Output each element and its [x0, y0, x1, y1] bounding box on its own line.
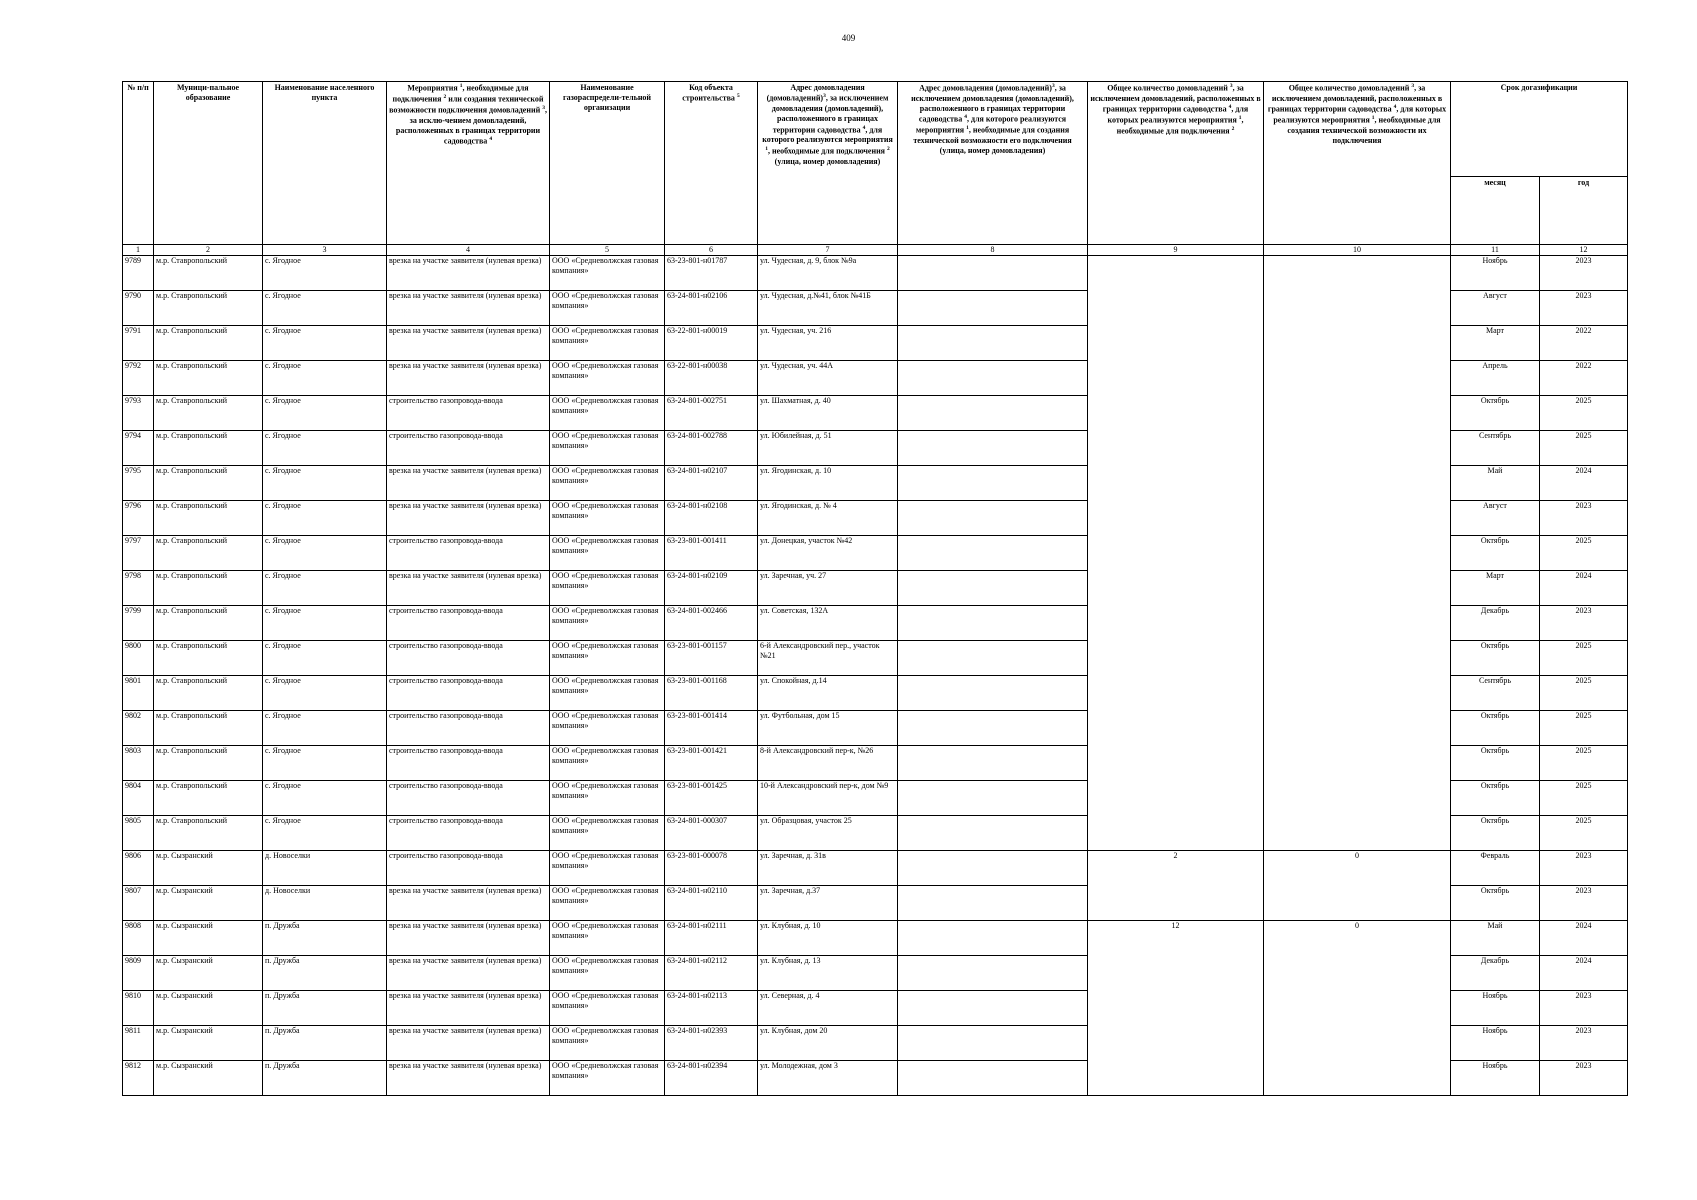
- technical-address-cell: [898, 816, 1088, 851]
- total-connection-cell: 12: [1088, 921, 1264, 1096]
- address-cell: 6-й Александровский пер., участок №21: [758, 641, 898, 676]
- event-cell: строительство газопровода-ввода: [387, 676, 550, 711]
- event-cell: строительство газопровода-ввода: [387, 396, 550, 431]
- settlement-cell: д. Новоселки: [263, 886, 387, 921]
- month-cell: Ноябрь: [1451, 256, 1540, 291]
- municipality-cell: м.р. Ставропольский: [154, 606, 263, 641]
- row-number: 9800: [123, 641, 154, 676]
- technical-address-cell: [898, 641, 1088, 676]
- organization-cell: ООО «Средневолжская газовая компания»: [550, 466, 665, 501]
- event-cell: врезка на участке заявителя (нулевая врезка): [387, 956, 550, 991]
- header-settlement: Наименование населенного пункта: [263, 82, 387, 245]
- address-cell: ул. Чудесная, д.№41, блок №41Б: [758, 291, 898, 326]
- municipality-cell: м.р. Ставропольский: [154, 816, 263, 851]
- month-cell: Сентябрь: [1451, 431, 1540, 466]
- organization-cell: ООО «Средневолжская газовая компания»: [550, 886, 665, 921]
- municipality-cell: м.р. Ставропольский: [154, 641, 263, 676]
- column-number: 5: [550, 245, 665, 256]
- header-gas-organization: Наименование газораспредели-тельной организации: [550, 82, 665, 245]
- table-row: [123, 921, 1628, 956]
- settlement-cell: с. Ягодное: [263, 676, 387, 711]
- year-cell: 2023: [1540, 886, 1628, 921]
- settlement-cell: с. Ягодное: [263, 641, 387, 676]
- technical-address-cell: [898, 921, 1088, 956]
- settlement-cell: с. Ягодное: [263, 466, 387, 501]
- event-cell: врезка на участке заявителя (нулевая врезка): [387, 1061, 550, 1096]
- technical-address-cell: [898, 361, 1088, 396]
- object-code-cell: 63-24-801-н02108: [665, 501, 758, 536]
- address-cell: 8-й Александровский пер-к, №26: [758, 746, 898, 781]
- footnote-mark: 1: [459, 83, 463, 89]
- technical-address-cell: [898, 256, 1088, 291]
- footnote-mark: 2: [443, 93, 447, 100]
- column-number: 11: [1451, 245, 1540, 256]
- organization-cell: ООО «Средневолжская газовая компания»: [550, 641, 665, 676]
- settlement-cell: с. Ягодное: [263, 256, 387, 291]
- municipality-cell: м.р. Ставропольский: [154, 326, 263, 361]
- municipality-cell: м.р. Ставропольский: [154, 256, 263, 291]
- object-code-cell: 63-22-801-н00019: [665, 326, 758, 361]
- settlement-cell: с. Ягодное: [263, 501, 387, 536]
- event-cell: строительство газопровода-ввода: [387, 536, 550, 571]
- year-cell: 2024: [1540, 466, 1628, 501]
- object-code-cell: 63-23-801-001411: [665, 536, 758, 571]
- organization-cell: ООО «Средневолжская газовая компания»: [550, 606, 665, 641]
- object-code-cell: 63-23-801-001157: [665, 641, 758, 676]
- municipality-cell: м.р. Сызранский: [154, 991, 263, 1026]
- organization-cell: ООО «Средневолжская газовая компания»: [550, 991, 665, 1026]
- column-number: 4: [387, 245, 550, 256]
- row-number: 9794: [123, 431, 154, 466]
- municipality-cell: м.р. Ставропольский: [154, 396, 263, 431]
- organization-cell: ООО «Средневолжская газовая компания»: [550, 501, 665, 536]
- column-number: 7: [758, 245, 898, 256]
- event-cell: строительство газопровода-ввода: [387, 431, 550, 466]
- row-number: 9792: [123, 361, 154, 396]
- settlement-cell: с. Ягодное: [263, 711, 387, 746]
- technical-address-cell: [898, 886, 1088, 921]
- settlement-cell: с. Ягодное: [263, 536, 387, 571]
- year-cell: 2024: [1540, 571, 1628, 606]
- month-cell: Май: [1451, 466, 1540, 501]
- organization-cell: ООО «Средневолжская газовая компания»: [550, 711, 665, 746]
- object-code-cell: 63-24-801-н02110: [665, 886, 758, 921]
- column-number: 1: [123, 245, 154, 256]
- year-cell: 2023: [1540, 1061, 1628, 1096]
- address-cell: ул. Шахматная, д. 40: [758, 396, 898, 431]
- technical-address-cell: [898, 291, 1088, 326]
- header-total-technical: Общее количество домовладений $^3$, за исключением домовладений, расположенных в границах территории садоводства $^4$, для которых реализуются мероприятия $^1$, необходимые для создания технической возможности их подключения: [1264, 82, 1451, 245]
- object-code-cell: 63-23-801-000078: [665, 851, 758, 886]
- header-year: год: [1540, 177, 1628, 245]
- year-cell: 2023: [1540, 256, 1628, 291]
- address-cell: ул. Чудесная, уч. 44А: [758, 361, 898, 396]
- municipality-cell: м.р. Сызранский: [154, 851, 263, 886]
- settlement-cell: п. Дружба: [263, 921, 387, 956]
- year-cell: 2023: [1540, 501, 1628, 536]
- object-code-cell: 63-24-801-н02111: [665, 921, 758, 956]
- address-cell: ул. Заречная, д.37: [758, 886, 898, 921]
- event-cell: строительство газопровода-ввода: [387, 816, 550, 851]
- row-number: 9799: [123, 606, 154, 641]
- organization-cell: ООО «Средневолжская газовая компания»: [550, 361, 665, 396]
- month-cell: Октябрь: [1451, 711, 1540, 746]
- organization-cell: ООО «Средневолжская газовая компания»: [550, 851, 665, 886]
- year-cell: 2025: [1540, 431, 1628, 466]
- object-code-cell: 63-24-801-000307: [665, 816, 758, 851]
- row-number: 9796: [123, 501, 154, 536]
- total-technical-cell: 0: [1264, 921, 1451, 1096]
- address-cell: ул. Юбилейная, д. 51: [758, 431, 898, 466]
- total-connection-cell: 2: [1088, 851, 1264, 921]
- address-cell: ул. Клубная, дом 20: [758, 1026, 898, 1061]
- event-cell: строительство газопровода-ввода: [387, 851, 550, 886]
- address-cell: ул. Чудесная, д. 9, блок №9а: [758, 256, 898, 291]
- municipality-cell: м.р. Ставропольский: [154, 676, 263, 711]
- object-code-cell: 63-24-801-002751: [665, 396, 758, 431]
- year-cell: 2025: [1540, 746, 1628, 781]
- organization-cell: ООО «Средневолжская газовая компания»: [550, 676, 665, 711]
- object-code-cell: 63-23-801-001168: [665, 676, 758, 711]
- header-events: Мероприятия $^1$, необходимые для подключения $^2$ или создания технической возможности подключения домовладений $^3$, за исклю-чением домовладений, расположенных в границах территории садоводства $^4$: [387, 82, 550, 245]
- organization-cell: ООО «Средневолжская газовая компания»: [550, 816, 665, 851]
- month-cell: Март: [1451, 571, 1540, 606]
- footnote-mark: 3: [1411, 83, 1415, 89]
- event-cell: врезка на участке заявителя (нулевая врезка): [387, 361, 550, 396]
- organization-cell: ООО «Средневолжская газовая компания»: [550, 291, 665, 326]
- row-number: 9809: [123, 956, 154, 991]
- year-cell: 2025: [1540, 781, 1628, 816]
- column-number: 10: [1264, 245, 1451, 256]
- technical-address-cell: [898, 396, 1088, 431]
- row-number: 9812: [123, 1061, 154, 1096]
- month-cell: Декабрь: [1451, 606, 1540, 641]
- row-number: 9802: [123, 711, 154, 746]
- year-cell: 2025: [1540, 676, 1628, 711]
- object-code-cell: 63-24-801-н02107: [665, 466, 758, 501]
- footnote-mark: 3: [823, 93, 826, 100]
- year-cell: 2025: [1540, 711, 1628, 746]
- month-cell: Октябрь: [1451, 781, 1540, 816]
- municipality-cell: м.р. Ставропольский: [154, 571, 263, 606]
- footnote-mark: 3: [1229, 83, 1233, 89]
- month-cell: Октябрь: [1451, 816, 1540, 851]
- event-cell: врезка на участке заявителя (нулевая врезка): [387, 991, 550, 1026]
- row-number: 9807: [123, 886, 154, 921]
- month-cell: Октябрь: [1451, 536, 1540, 571]
- table-row: [123, 256, 1628, 291]
- municipality-cell: м.р. Сызранский: [154, 956, 263, 991]
- year-cell: 2024: [1540, 956, 1628, 991]
- event-cell: врезка на участке заявителя (нулевая врезка): [387, 886, 550, 921]
- object-code-cell: 63-23-801-001414: [665, 711, 758, 746]
- row-number: 9806: [123, 851, 154, 886]
- organization-cell: ООО «Средневолжская газовая компания»: [550, 326, 665, 361]
- technical-address-cell: [898, 431, 1088, 466]
- footnote-mark: 4: [964, 114, 968, 121]
- object-code-cell: 63-24-801-н02109: [665, 571, 758, 606]
- municipality-cell: м.р. Ставропольский: [154, 431, 263, 466]
- gasification-table: [122, 81, 1628, 1096]
- address-cell: ул. Образцовая, участок 25: [758, 816, 898, 851]
- footnote-mark: 4: [1228, 104, 1232, 111]
- address-cell: ул. Заречная, уч. 27: [758, 571, 898, 606]
- column-number-row: [123, 245, 1628, 256]
- settlement-cell: п. Дружба: [263, 956, 387, 991]
- year-cell: 2025: [1540, 396, 1628, 431]
- footnote-mark: 4: [1393, 104, 1397, 111]
- municipality-cell: м.р. Ставропольский: [154, 361, 263, 396]
- total-technical-cell: [1264, 256, 1451, 851]
- row-number: 9793: [123, 396, 154, 431]
- month-cell: Август: [1451, 501, 1540, 536]
- month-cell: Ноябрь: [1451, 1026, 1540, 1061]
- year-cell: 2023: [1540, 991, 1628, 1026]
- address-cell: ул. Чудесная, уч. 216: [758, 326, 898, 361]
- row-number: 9808: [123, 921, 154, 956]
- event-cell: врезка на участке заявителя (нулевая врезка): [387, 571, 550, 606]
- year-cell: 2025: [1540, 816, 1628, 851]
- column-number: 6: [665, 245, 758, 256]
- address-cell: ул. Советская, 132А: [758, 606, 898, 641]
- row-number: 9810: [123, 991, 154, 1026]
- organization-cell: ООО «Средневолжская газовая компания»: [550, 956, 665, 991]
- footnote-mark: 3: [542, 104, 545, 111]
- event-cell: врезка на участке заявителя (нулевая врезка): [387, 1026, 550, 1061]
- address-cell: ул. Северная, д. 4: [758, 991, 898, 1026]
- row-number: 9791: [123, 326, 154, 361]
- event-cell: врезка на участке заявителя (нулевая врезка): [387, 291, 550, 326]
- month-cell: Ноябрь: [1451, 991, 1540, 1026]
- address-cell: ул. Ягодинская, д. № 4: [758, 501, 898, 536]
- address-cell: ул. Донецкая, участок №42: [758, 536, 898, 571]
- technical-address-cell: [898, 956, 1088, 991]
- technical-address-cell: [898, 851, 1088, 886]
- address-cell: ул. Молодежная, дом 3: [758, 1061, 898, 1096]
- municipality-cell: м.р. Ставропольский: [154, 501, 263, 536]
- technical-address-cell: [898, 501, 1088, 536]
- row-number: 9801: [123, 676, 154, 711]
- technical-address-cell: [898, 466, 1088, 501]
- year-cell: 2023: [1540, 851, 1628, 886]
- organization-cell: ООО «Средневолжская газовая компания»: [550, 781, 665, 816]
- settlement-cell: с. Ягодное: [263, 326, 387, 361]
- address-cell: ул. Заречная, д. 31в: [758, 851, 898, 886]
- municipality-cell: м.р. Ставропольский: [154, 536, 263, 571]
- object-code-cell: 63-24-801-н02113: [665, 991, 758, 1026]
- total-technical-cell: 0: [1264, 851, 1451, 921]
- footnote-mark: 4: [862, 124, 866, 131]
- address-cell: ул. Ягодинская, д. 10: [758, 466, 898, 501]
- month-cell: Сентябрь: [1451, 676, 1540, 711]
- header-month: месяц: [1451, 177, 1540, 245]
- object-code-cell: 63-23-801-н01787: [665, 256, 758, 291]
- technical-address-cell: [898, 536, 1088, 571]
- event-cell: врезка на участке заявителя (нулевая врезка): [387, 921, 550, 956]
- year-cell: 2022: [1540, 326, 1628, 361]
- footnote-mark: 1: [1371, 115, 1375, 122]
- month-cell: Август: [1451, 291, 1540, 326]
- header-number: № п/п: [123, 82, 154, 245]
- municipality-cell: м.р. Сызранский: [154, 1026, 263, 1061]
- row-number: 9789: [123, 256, 154, 291]
- header-address-technical: Адрес домовладения (домовладений)$^3$, за исключением домовладения (домовладений), расположенного в границах территории садоводства $^4$, для которого реализуются мероприятия $^1$, необходимые для создания технической возможности его подключения (улица, номер домовладения): [898, 82, 1088, 245]
- year-cell: 2024: [1540, 921, 1628, 956]
- footnote-mark: 5: [736, 93, 740, 100]
- settlement-cell: с. Ягодное: [263, 816, 387, 851]
- month-cell: Май: [1451, 921, 1540, 956]
- object-code-cell: 63-24-801-н02393: [665, 1026, 758, 1061]
- column-number: 12: [1540, 245, 1628, 256]
- object-code-cell: 63-22-801-н00038: [665, 361, 758, 396]
- year-cell: 2025: [1540, 536, 1628, 571]
- organization-cell: ООО «Средневолжская газовая компания»: [550, 921, 665, 956]
- footnote-mark: 2: [887, 145, 890, 152]
- technical-address-cell: [898, 991, 1088, 1026]
- year-cell: 2025: [1540, 641, 1628, 676]
- header-total-connection: Общее количество домовладений $^3$, за исключением домовладений, расположенных в границах территории садоводства $^4$, для которых реализуются мероприятия $^1$, необходимые для подключения $^2$: [1088, 82, 1264, 245]
- settlement-cell: с. Ягодное: [263, 781, 387, 816]
- technical-address-cell: [898, 326, 1088, 361]
- year-cell: 2022: [1540, 361, 1628, 396]
- header-object-code: Код объекта строительства $^5$: [665, 82, 758, 245]
- row-number: 9811: [123, 1026, 154, 1061]
- event-cell: врезка на участке заявителя (нулевая врезка): [387, 466, 550, 501]
- year-cell: 2023: [1540, 291, 1628, 326]
- total-connection-cell: [1088, 256, 1264, 851]
- address-cell: 10-й Александровский пер-к, дом №9: [758, 781, 898, 816]
- address-cell: ул. Футбольная, дом 15: [758, 711, 898, 746]
- object-code-cell: 63-24-801-002466: [665, 606, 758, 641]
- settlement-cell: п. Дружба: [263, 1026, 387, 1061]
- object-code-cell: 63-23-801-001425: [665, 781, 758, 816]
- month-cell: Март: [1451, 326, 1540, 361]
- event-cell: врезка на участке заявителя (нулевая врезка): [387, 256, 550, 291]
- municipality-cell: м.р. Ставропольский: [154, 746, 263, 781]
- table-row: [123, 851, 1628, 886]
- year-cell: 2023: [1540, 606, 1628, 641]
- settlement-cell: с. Ягодное: [263, 606, 387, 641]
- organization-cell: ООО «Средневолжская газовая компания»: [550, 1061, 665, 1096]
- municipality-cell: м.р. Ставропольский: [154, 466, 263, 501]
- month-cell: Октябрь: [1451, 746, 1540, 781]
- settlement-cell: п. Дружба: [263, 1061, 387, 1096]
- settlement-cell: с. Ягодное: [263, 396, 387, 431]
- organization-cell: ООО «Средневолжская газовая компания»: [550, 571, 665, 606]
- address-cell: ул. Клубная, д. 13: [758, 956, 898, 991]
- row-number: 9805: [123, 816, 154, 851]
- page-number: 409: [841, 33, 856, 43]
- technical-address-cell: [898, 1061, 1088, 1096]
- month-cell: Февраль: [1451, 851, 1540, 886]
- settlement-cell: с. Ягодное: [263, 431, 387, 466]
- event-cell: строительство газопровода-ввода: [387, 711, 550, 746]
- organization-cell: ООО «Средневолжская газовая компания»: [550, 256, 665, 291]
- technical-address-cell: [898, 676, 1088, 711]
- event-cell: врезка на участке заявителя (нулевая врезка): [387, 501, 550, 536]
- column-number: 3: [263, 245, 387, 256]
- municipality-cell: м.р. Сызранский: [154, 921, 263, 956]
- object-code-cell: 63-23-801-001421: [665, 746, 758, 781]
- settlement-cell: с. Ягодное: [263, 571, 387, 606]
- header-address-connection: Адрес домовладения (домовладений)$^3$, за исключением домовладения (домовладений), расположенного в границах территории садоводства $^4$, для которого реализуются мероприятия $^1$, необходимые для подключения $^2$ (улица, номер домовладения): [758, 82, 898, 245]
- event-cell: врезка на участке заявителя (нулевая врезка): [387, 326, 550, 361]
- table-body: [123, 245, 1628, 1096]
- organization-cell: ООО «Средневолжская газовая компания»: [550, 431, 665, 466]
- organization-cell: ООО «Средневолжская газовая компания»: [550, 746, 665, 781]
- header-municipality: Муници-пальное образование: [154, 82, 263, 245]
- municipality-cell: м.р. Ставропольский: [154, 781, 263, 816]
- footnote-mark: 4: [489, 136, 493, 143]
- month-cell: Декабрь: [1451, 956, 1540, 991]
- settlement-cell: с. Ягодное: [263, 291, 387, 326]
- organization-cell: ООО «Средневолжская газовая компания»: [550, 536, 665, 571]
- organization-cell: ООО «Средневолжская газовая компания»: [550, 1026, 665, 1061]
- event-cell: строительство газопровода-ввода: [387, 641, 550, 676]
- event-cell: строительство газопровода-ввода: [387, 746, 550, 781]
- municipality-cell: м.р. Ставропольский: [154, 291, 263, 326]
- year-cell: 2023: [1540, 1026, 1628, 1061]
- municipality-cell: м.р. Сызранский: [154, 1061, 263, 1096]
- object-code-cell: 63-24-801-н02106: [665, 291, 758, 326]
- address-cell: ул. Клубная, д. 10: [758, 921, 898, 956]
- footnote-mark: 1: [1238, 115, 1242, 122]
- technical-address-cell: [898, 571, 1088, 606]
- technical-address-cell: [898, 1026, 1088, 1061]
- organization-cell: ООО «Средневолжская газовая компания»: [550, 396, 665, 431]
- object-code-cell: 63-24-801-002788: [665, 431, 758, 466]
- row-number: 9797: [123, 536, 154, 571]
- event-cell: строительство газопровода-ввода: [387, 606, 550, 641]
- month-cell: Октябрь: [1451, 641, 1540, 676]
- header-deadline: Срок догазификации: [1451, 82, 1628, 177]
- municipality-cell: м.р. Ставропольский: [154, 711, 263, 746]
- row-number: 9790: [123, 291, 154, 326]
- month-cell: Октябрь: [1451, 886, 1540, 921]
- month-cell: Октябрь: [1451, 396, 1540, 431]
- settlement-cell: с. Ягодное: [263, 746, 387, 781]
- footnote-mark: 2: [1231, 125, 1235, 132]
- month-cell: Ноябрь: [1451, 1061, 1540, 1096]
- row-number: 9795: [123, 466, 154, 501]
- footnote-mark: 1: [966, 125, 969, 132]
- settlement-cell: п. Дружба: [263, 991, 387, 1026]
- municipality-cell: м.р. Сызранский: [154, 886, 263, 921]
- row-number: 9803: [123, 746, 154, 781]
- row-number: 9798: [123, 571, 154, 606]
- technical-address-cell: [898, 781, 1088, 816]
- settlement-cell: с. Ягодное: [263, 361, 387, 396]
- column-number: 2: [154, 245, 263, 256]
- address-cell: ул. Спокойная, д.14: [758, 676, 898, 711]
- column-number: 9: [1088, 245, 1264, 256]
- footnote-mark: 1: [765, 145, 768, 152]
- technical-address-cell: [898, 711, 1088, 746]
- month-cell: Апрель: [1451, 361, 1540, 396]
- settlement-cell: д. Новоселки: [263, 851, 387, 886]
- footnote-mark: 3: [1051, 83, 1055, 89]
- event-cell: строительство газопровода-ввода: [387, 781, 550, 816]
- object-code-cell: 63-24-801-н02112: [665, 956, 758, 991]
- technical-address-cell: [898, 606, 1088, 641]
- technical-address-cell: [898, 746, 1088, 781]
- row-number: 9804: [123, 781, 154, 816]
- column-number: 8: [898, 245, 1088, 256]
- object-code-cell: 63-24-801-н02394: [665, 1061, 758, 1096]
